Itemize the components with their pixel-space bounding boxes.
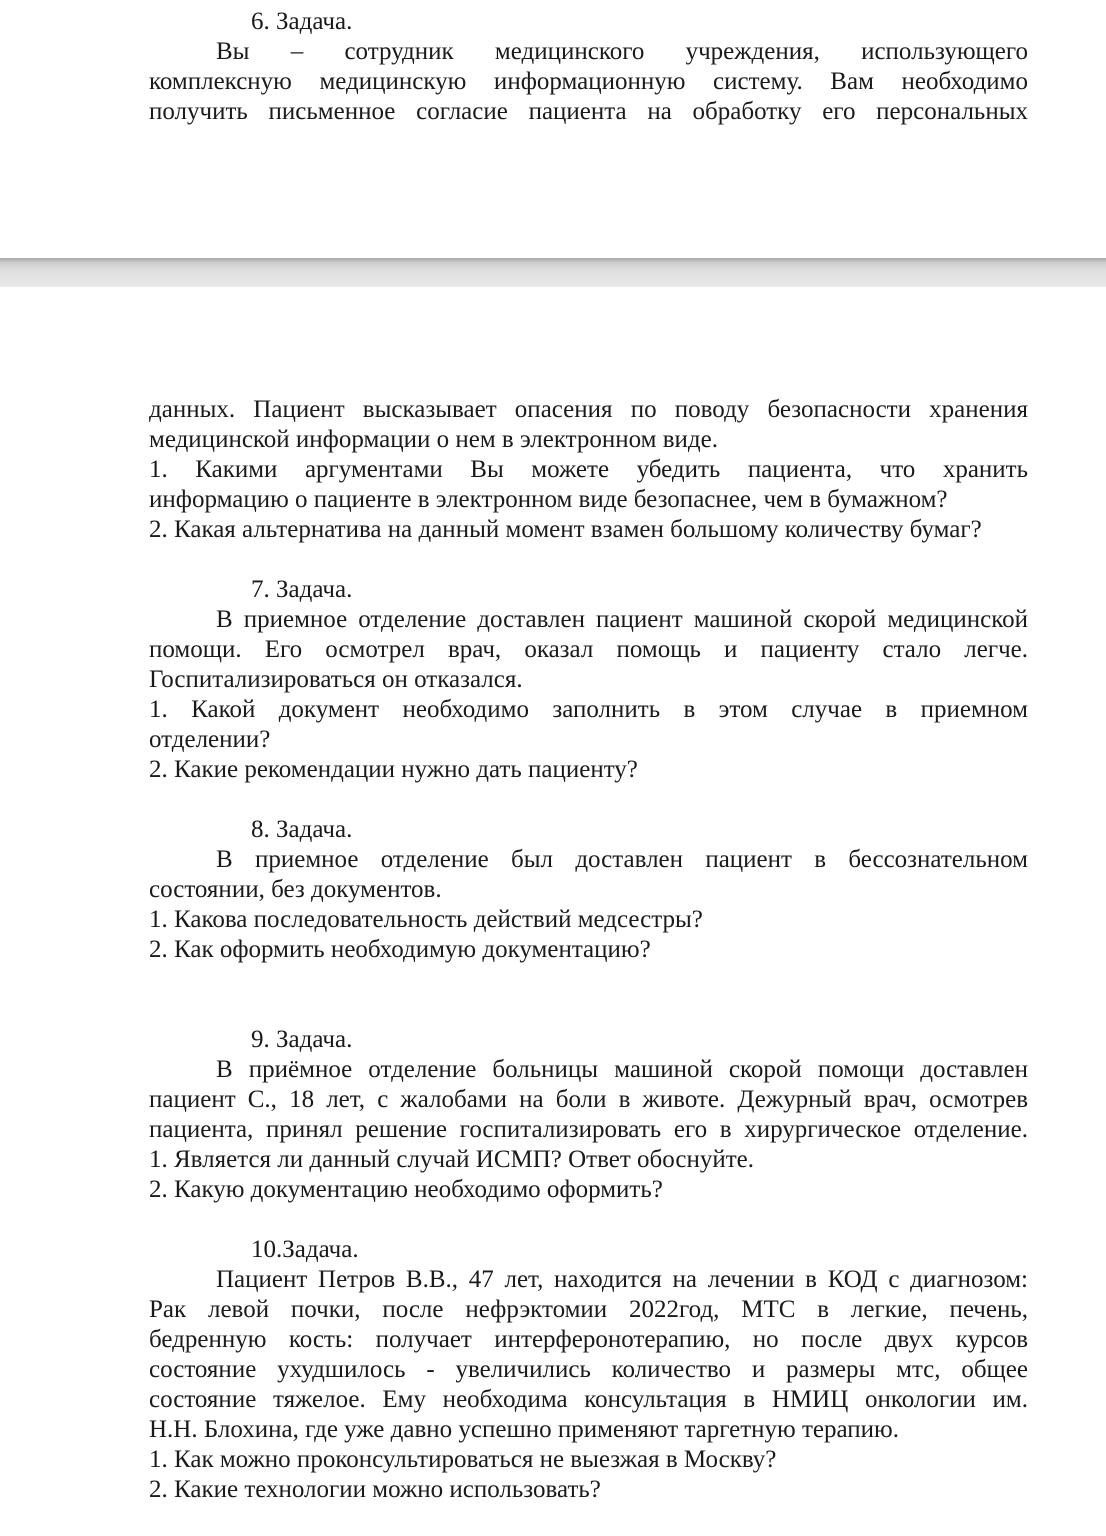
task-6-line-1: Вы – сотрудник медицинского учреждения, использующего xyxy=(216,38,1028,65)
document-page-1 xyxy=(0,0,1106,258)
task-10-heading: 10.Задача. xyxy=(251,1236,359,1263)
task-8-line-1: В приемное отделение был доставлен пациент в бессознательном xyxy=(216,846,1028,873)
task-6-question-1-line-1: 1. Какими аргументами Вы можете убедить пациента, что хранить xyxy=(149,456,1028,483)
task-9-line-2: пациент С., 18 лет, с жалобами на боли в животе. Дежурный врач, осмотрев xyxy=(149,1086,1028,1113)
task-7-heading: 7. Задача. xyxy=(251,576,353,603)
task-10-question-1: 1. Как можно проконсультироваться не выезжая в Москву? xyxy=(149,1446,777,1473)
task-10-line-6: Н.Н. Блохина, где уже давно успешно применяют таргетную терапию. xyxy=(149,1416,899,1443)
task-8-heading: 8. Задача. xyxy=(251,816,353,843)
task-6-cont-line-1: данных. Пациент высказывает опасения по поводу безопасности хранения xyxy=(149,396,1028,423)
task-7-line-2: помощи. Его осмотрел врач, оказал помощь и пациенту стало легче. xyxy=(149,636,1028,663)
task-9-line-1: В приёмное отделение больницы машиной скорой помощи доставлен xyxy=(216,1056,1028,1083)
task-6-question-2: 2. Какая альтернатива на данный момент взамен большому количеству бумаг? xyxy=(149,516,982,543)
page-separator xyxy=(0,258,1106,287)
task-6-line-3: получить письменное согласие пациента на обработку его персональных xyxy=(149,98,1028,125)
task-10-question-2: 2. Какие технологии можно использовать? xyxy=(149,1476,601,1503)
task-8-question-2: 2. Как оформить необходимую документацию? xyxy=(149,936,651,963)
task-6-block xyxy=(149,7,1028,127)
task-10-line-2: Рак левой почки, после нефрэктомии 2022год, МТС в легкие, печень, xyxy=(149,1296,1028,1323)
task-7-question-2: 2. Какие рекомендации нужно дать пациенту? xyxy=(149,756,638,783)
task-6-line-2: комплексную медицинскую информационную систему. Вам необходимо xyxy=(149,68,1028,95)
task-9-question-2: 2. Какую документацию необходимо оформить? xyxy=(149,1176,663,1203)
task-10-line-1: Пациент Петров В.В., 47 лет, находится на лечении в КОД с диагнозом: xyxy=(216,1266,1028,1293)
task-8-line-2: состоянии, без документов. xyxy=(149,876,442,903)
task-10-line-3: бедренную кость: получает интерферонотерапию, но после двух курсов xyxy=(149,1326,1028,1353)
page-2-content xyxy=(149,395,1028,1505)
task-7-question-1-line-1: 1. Какой документ необходимо заполнить в этом случае в приемном xyxy=(149,696,1028,723)
task-6-question-1-line-2: информацию о пациенте в электронном виде безопаснее, чем в бумажном? xyxy=(149,486,948,513)
task-7-question-1-line-2: отделении? xyxy=(149,726,271,753)
task-9-line-3: пациента, принял решение госпитализировать его в хирургическое отделение. xyxy=(149,1116,1028,1143)
task-7-line-1: В приемное отделение доставлен пациент машиной скорой медицинской xyxy=(216,606,1028,633)
task-9-question-1: 1. Является ли данный случай ИСМП? Ответ обоснуйте. xyxy=(149,1146,755,1173)
document-page-2 xyxy=(0,287,1106,1536)
task-9-heading: 9. Задача. xyxy=(251,1026,353,1053)
task-7-line-3: Госпитализироваться он отказался. xyxy=(149,666,523,693)
task-8-question-1: 1. Какова последовательность действий медсестры? xyxy=(149,906,703,933)
task-6-cont-line-2: медицинской информации о нем в электронном виде. xyxy=(149,426,718,453)
task-10-line-4: состояние ухудшилось - увеличились количество и размеры мтс, общее xyxy=(149,1356,1028,1383)
task-10-line-5: состояние тяжелое. Ему необходима консультация в НМИЦ онкологии им. xyxy=(149,1386,1028,1413)
task-6-heading: 6. Задача. xyxy=(251,8,353,35)
